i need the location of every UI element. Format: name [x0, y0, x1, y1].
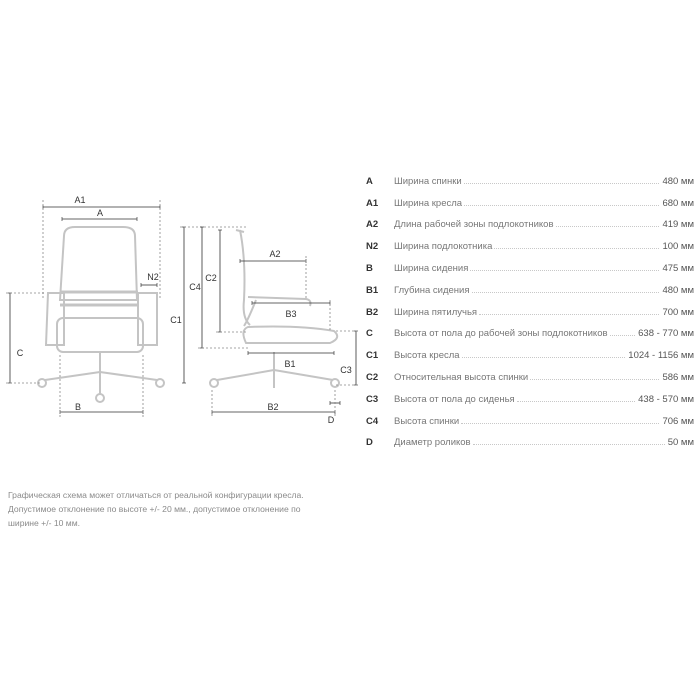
front-chair-outline [38, 227, 164, 402]
footnote-line: ширине +/- 10 мм. [8, 518, 80, 528]
spec-code: B2 [366, 306, 379, 318]
spec-value: 480 мм [659, 176, 694, 187]
spec-name: Ширина кресла [394, 197, 463, 209]
spec-code: C3 [366, 393, 379, 405]
spec-row [364, 230, 694, 252]
leader-dots [556, 226, 660, 227]
spec-value: 475 мм [659, 263, 694, 274]
footnote-line: Допустимое отклонение по высоте +/- 20 мм., допустимое отклонение по [8, 504, 301, 514]
spec-row [364, 318, 694, 340]
front-view [6, 195, 164, 418]
spec-row [364, 339, 694, 361]
spec-row [364, 361, 694, 383]
spec-code: A [366, 175, 373, 187]
spec-row [364, 296, 694, 318]
leader-dots [494, 248, 659, 249]
spec-row [364, 252, 694, 274]
spec-table [364, 165, 694, 448]
leader-dots [464, 205, 659, 206]
label-c3: C3 [340, 365, 352, 375]
leader-dots [464, 183, 660, 184]
leader-dots [473, 444, 665, 445]
side-view [170, 227, 360, 425]
label-a2: A2 [269, 249, 281, 259]
spec-row [364, 165, 694, 187]
spec-name: Высота от пола до рабочей зоны подлокотников [394, 328, 608, 340]
spec-name: Диаметр роликов [394, 437, 471, 449]
footnote-line: Графическая схема может отличаться от реальной конфигурации кресла. [8, 490, 304, 500]
spec-value: 100 мм [659, 241, 694, 252]
spec-name: Ширина подлокотника [394, 241, 493, 253]
spec-value: 638 - 770 мм [635, 328, 694, 339]
spec-name: Глубина сидения [394, 284, 470, 296]
spec-code: N2 [366, 241, 379, 253]
spec-code: C [366, 328, 373, 340]
footnote [8, 488, 358, 530]
spec-row [364, 383, 694, 405]
spec-row [364, 405, 694, 427]
label-b1: B1 [284, 359, 296, 369]
spec-value: 419 мм [659, 219, 694, 230]
label-c1: C1 [170, 315, 182, 325]
spec-value: 680 мм [659, 198, 694, 209]
label-c4: C4 [189, 282, 201, 292]
label-n2: N2 [147, 272, 159, 282]
spec-value: 1024 - 1156 мм [625, 350, 694, 361]
spec-code: B1 [366, 284, 379, 296]
leader-dots [479, 314, 659, 315]
spec-code: A1 [366, 197, 379, 209]
spec-value: 50 мм [665, 437, 694, 448]
label-c2: C2 [205, 273, 217, 283]
spec-code: C4 [366, 415, 379, 427]
spec-code: D [366, 437, 373, 449]
spec-name: Высота от пола до сиденья [394, 393, 515, 405]
spec-row [364, 274, 694, 296]
spec-row [364, 187, 694, 209]
spec-name: Высота кресла [394, 350, 460, 362]
spec-row [364, 209, 694, 231]
leader-dots [462, 357, 626, 358]
spec-name: Ширина спинки [394, 175, 462, 187]
spec-value: 706 мм [659, 416, 694, 427]
spec-code: A2 [366, 219, 379, 231]
spec-row [364, 427, 694, 449]
spec-value: 480 мм [659, 285, 694, 296]
spec-name: Ширина сидения [394, 262, 469, 274]
label-b3: B3 [285, 309, 297, 319]
spec-value: 700 мм [659, 307, 694, 318]
label-c: C [16, 348, 24, 358]
spec-name: Длина рабочей зоны подлокотников [394, 219, 554, 231]
label-b2: B2 [267, 402, 279, 412]
label-a1: A1 [74, 195, 86, 205]
leader-dots [610, 335, 636, 336]
spec-name: Ширина пятилучья [394, 306, 478, 318]
leader-dots [472, 292, 660, 293]
spec-name: Высота спинки [394, 415, 460, 427]
spec-code: B [366, 262, 373, 274]
spec-value: 438 - 570 мм [635, 394, 694, 405]
leader-dots [461, 423, 659, 424]
leader-dots [530, 379, 659, 380]
spec-name: Относительная высота спинки [394, 371, 529, 383]
spec-value: 586 мм [659, 372, 694, 383]
label-b: B [74, 402, 82, 412]
chair-dimension-diagram [0, 0, 360, 480]
spec-code: C2 [366, 371, 379, 383]
label-d: D [327, 415, 335, 425]
leader-dots [517, 401, 635, 402]
label-a: A [96, 208, 104, 218]
leader-dots [470, 270, 659, 271]
spec-code: C1 [366, 350, 379, 362]
front-dimension-lines [6, 200, 160, 418]
